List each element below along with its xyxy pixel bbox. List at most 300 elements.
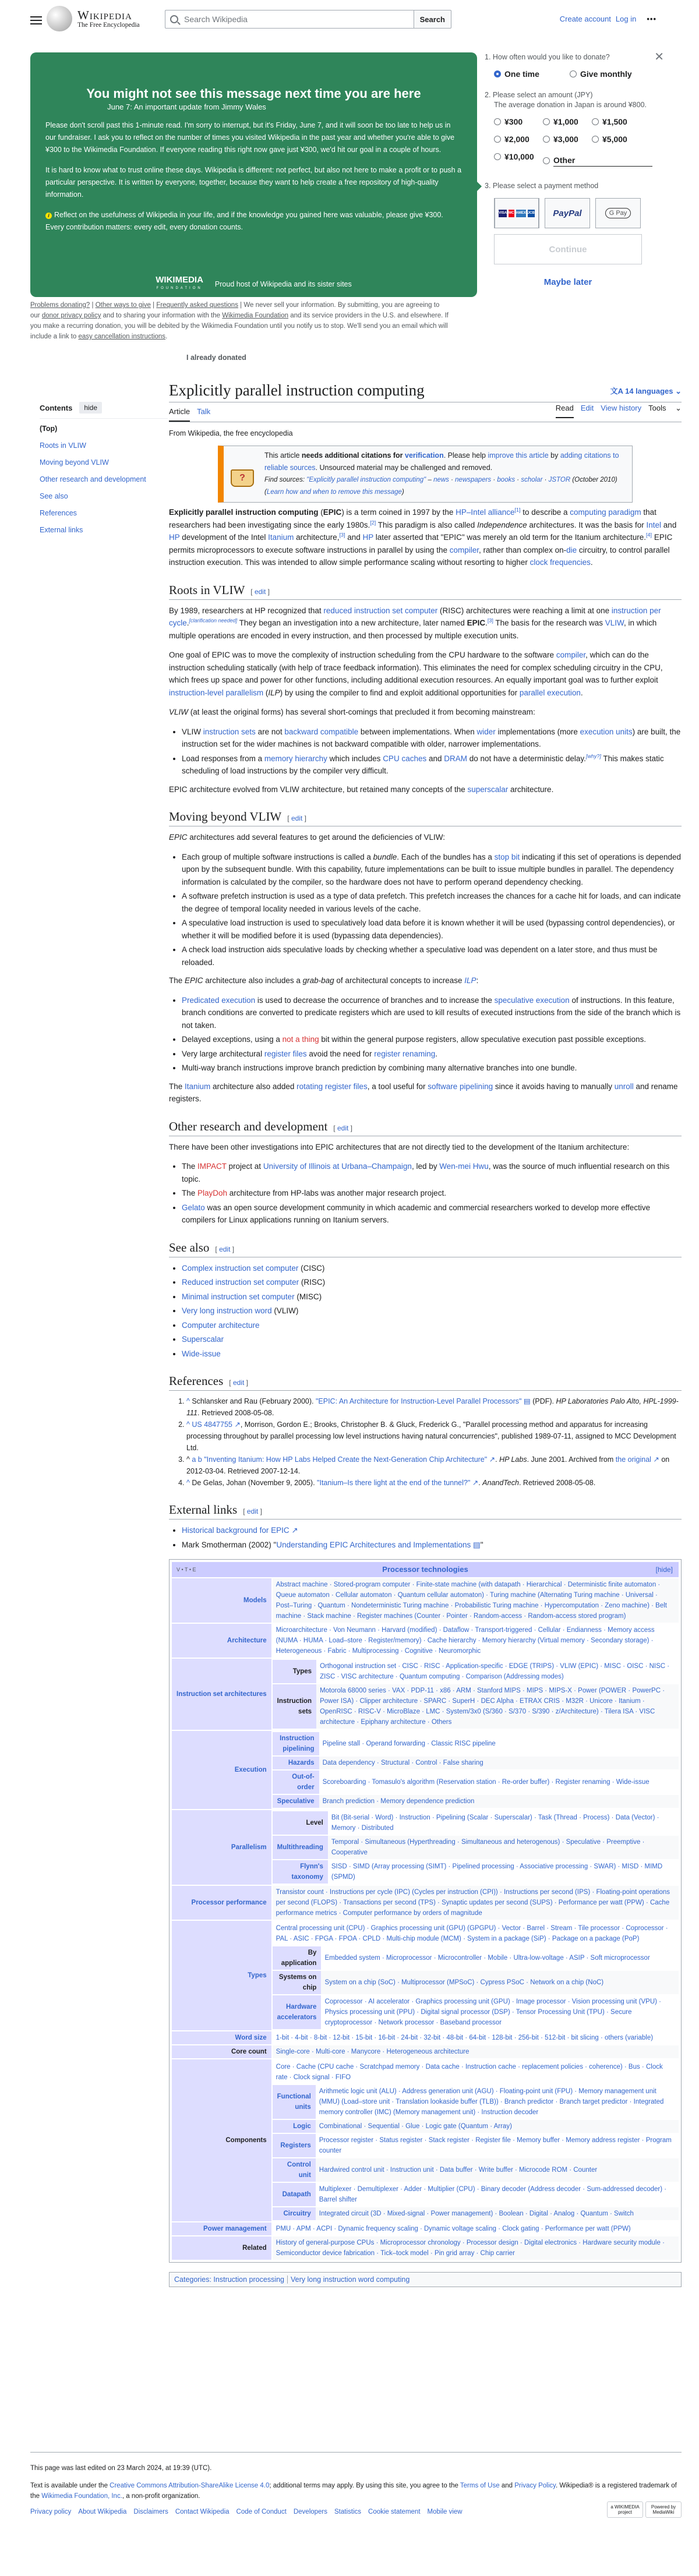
edit-section-link[interactable]: [ edit ] — [229, 1379, 248, 1387]
inline-link[interactable]: compiler — [449, 545, 479, 554]
edit-link[interactable]: edit — [291, 814, 303, 822]
bullet-list — [169, 994, 682, 1075]
inline-link[interactable]: instruction sets — [203, 727, 256, 736]
navbox-list[interactable]: Microarchitecture · Von Neumann · Harvard (modified) · Dataflow · Transport-triggered · Cellular · Endianness · Memory access (NUMA · HUMA · Load–store · Register/memory) · Cache hierarchy · Memory hierarchy (Virtual memory · Secondary storage) · Heterogeneous · Fabric · Multiprocessing · Cognitive · Neuromorphic — [273, 1624, 679, 1658]
navbox-subrow — [273, 1811, 679, 1835]
inline-link[interactable]: instruction per cycle — [169, 606, 661, 627]
navbox-row — [172, 1921, 679, 2030]
vte-links[interactable]: V • T • E — [176, 1567, 196, 1573]
redlink[interactable]: PlayDoh — [197, 1189, 228, 1197]
tab-view-history[interactable]: View history — [601, 404, 642, 412]
navbox-group-label[interactable]: Word size — [172, 2031, 271, 2044]
average-donation-text: The average donation in Japan is around ¥800. — [494, 101, 647, 109]
navbox-list[interactable]: Abstract machine · Stored-program computer · Finite-state machine (with datapath · Hierarchical · Deterministic finite automaton · Queue automaton · Cellular automaton · Quantum cellular automaton) · Turing machine (Alternating Turing machine · Universal · Post–Turing · Quantum · Nondeterministic Turing machine · Probabilistic Turing machine · Hypercomputation · Zeno machine) · Belt machine · Stack machine · Register machines (Counter · Pointer · Random-access · Random-access stored program) — [273, 1578, 679, 1623]
inline-link[interactable]: execution units — [580, 727, 633, 736]
navbox-list[interactable]: Arithmetic logic unit (ALU) · Address generation unit (AGU) · Floating-point unit (FPU) · Memory management unit (MMU) (Load–store unit · Translation lookaside buffer (TLB)) · Branch predictor · Branch target predictor · Integrated memory controller (IMC) (Memory management unit) · Instruction decoder — [316, 2085, 679, 2119]
toc-item[interactable]: See also — [40, 492, 68, 500]
inline-link[interactable]: "Inventing Itanium: How HP Labs Helped Create the Next-Generation Chip Architecture" ↗ — [204, 1455, 496, 1464]
navbox-subgroup-label[interactable]: Datapath — [273, 2183, 316, 2206]
inline-link[interactable]: clock frequencies — [529, 558, 591, 567]
edit-section-link[interactable]: [ edit ] — [243, 1507, 262, 1515]
tab-edit[interactable]: Edit — [580, 404, 594, 412]
navbox-group-label[interactable]: Core count — [172, 2045, 271, 2058]
edit-link[interactable]: edit — [219, 1245, 231, 1253]
frequency-question: 1. How often would you like to donate? — [485, 53, 610, 61]
heading-text: Other research and development — [169, 1119, 328, 1133]
navbox-group-content — [273, 1921, 679, 2030]
navbox-row — [172, 1731, 679, 1809]
citation-ref[interactable]: [3] — [339, 532, 345, 538]
navbox-subgroup-label[interactable]: Instruction pipelining — [273, 1732, 319, 1755]
inline-link[interactable]: Wide-issue — [182, 1349, 221, 1358]
inline-link[interactable]: "EPIC: An Architecture for Instruction-Level Parallel Processors" ▤ — [315, 1397, 531, 1405]
navbox-subgroup-label[interactable]: Level — [273, 1811, 328, 1835]
inline-link[interactable]: verification — [405, 451, 444, 460]
navbox-row — [172, 2059, 679, 2221]
inline-link[interactable]: CPU caches — [383, 754, 427, 763]
tagline: From Wikipedia, the free encyclopedia — [169, 429, 293, 437]
give-monthly-radio[interactable] — [570, 69, 645, 79]
language-selector[interactable]: 文A 14 languages ⌄ — [610, 387, 682, 395]
navbox-list[interactable]: Core · Cache (CPU cache · Scratchpad memory · Data cache · Instruction cache · replacement policies · coherence) · Bus · Clock rate · Clock signal · FIFO — [273, 2061, 679, 2084]
inline-link[interactable]: donor privacy policy — [41, 312, 101, 319]
list-item: • Mark Smotherman (2002) "Understanding EPIC Architectures and Implementations ▤" — [182, 1539, 682, 1552]
inline-link[interactable]: parallel execution — [519, 688, 581, 697]
italic-text: VLIW — [169, 708, 189, 716]
paragraph: EPIC architecture evolved from VLIW architecture, but retained many concepts of the superscalar architecture. — [169, 785, 554, 794]
wikipedia-globe-logo[interactable] — [47, 6, 72, 31]
inline-link[interactable]: Complex instruction set computer — [182, 1263, 299, 1273]
navbox-list[interactable]: Central processing unit (CPU) · Graphics processing unit (GPU) (GPGPU) · Vector · Barrel · Stream · Tile processor · Coprocessor · PAL · ASIC · FPGA · FPOA · CPLD · Multi-chip module (MCM) · System in a package (SiP) · Package on a package (PoP) — [273, 1922, 679, 1945]
article — [169, 381, 682, 2287]
inline-link[interactable]: Problems donating? — [30, 302, 90, 309]
inline-link[interactable]: memory hierarchy — [264, 754, 327, 763]
visa-icon: VISA — [499, 210, 507, 217]
search-input[interactable] — [165, 10, 414, 29]
logo-title: Wikipedia — [77, 8, 132, 22]
navbox-list[interactable]: Multiplexer · Demultiplexer · Adder · Multiplier (CPU) · Binary decoder (Address decoder · Sum-addressed decoder) · Barrel shifter — [316, 2183, 679, 2206]
footer-link[interactable]: Code of Conduct — [236, 2508, 287, 2515]
citation-ref[interactable]: [3] — [487, 617, 493, 624]
navbox-list[interactable]: Hardwired control unit · Instruction unit · Data buffer · Write buffer · Microcode ROM · Counter — [316, 2158, 679, 2182]
redlink[interactable]: not a thing — [282, 1035, 319, 1044]
payment-question: 3. Please select a payment method — [485, 182, 599, 190]
navbox-list[interactable]: Bit (Bit-serial · Word) · Instruction · Pipelining (Scalar · Superscalar) · Task (Thread · Process) · Data (Vector) · Memory · Distributed — [328, 1811, 679, 1835]
logo-subtitle: The Free Encyclopedia — [77, 22, 140, 29]
search-icon — [170, 15, 178, 23]
frequency-options — [494, 69, 670, 79]
toc-item[interactable]: Other research and development — [40, 475, 146, 483]
navbox-header — [172, 1562, 679, 1577]
inline-link[interactable]: Minimal instruction set computer — [182, 1292, 295, 1301]
navbox-list[interactable]: Embedded system · Microprocessor · Microcontroller · Mobile · Ultra-low-voltage · ASIP · Soft microprocessor — [321, 1946, 679, 1970]
see-also-list — [169, 1262, 682, 1361]
list-item: • Reduced instruction set computer (RISC) — [182, 1276, 682, 1289]
inline-link[interactable]: University of Illinois at Urbana–Champaign — [263, 1162, 412, 1171]
navbox-subgroup-label[interactable]: Systems on chip — [273, 1971, 322, 1994]
tab-read[interactable]: Read — [556, 404, 574, 418]
navbox-group-label[interactable]: Execution — [172, 1731, 271, 1809]
navbox-subgroup-label[interactable]: Circuitry — [273, 2207, 316, 2220]
navbox-group-label[interactable]: Related — [172, 2236, 271, 2260]
banner-footer — [30, 276, 477, 292]
wikimedia-foundation-logo — [156, 276, 203, 292]
footer-link[interactable]: Privacy policy — [30, 2508, 72, 2515]
inline-link[interactable]: reduced instruction set computer — [323, 606, 438, 615]
navbox-list[interactable]: Temporal · Simultaneous (Hyperthreading · Simultaneous and heterogenous) · Speculative · Preemptive · Cooperative — [328, 1836, 679, 1859]
navbox-group-label[interactable]: Types — [172, 1921, 271, 2030]
navbox-list[interactable]: Motorola 68000 series · VAX · PDP-11 · x86 · ARM · Stanford MIPS · MIPS · MIPS-X · Power (POWER · PowerPC · Power ISA) · Clipper architecture · SPARC · SuperH · DEC Alpha · ETRAX CRIS · M32R · Unicore · Itanium · OpenRISC · RISC-V · MicroBlaze · LMC · System/3x0 (S/360 · S/370 · S/390 · z/Architecture) · Tilera ISA · VISC architecture · Epiphany architecture · Others — [316, 1684, 679, 1729]
toc-item[interactable]: Roots in VLIW — [40, 441, 86, 450]
banner-pointer — [476, 181, 482, 192]
navbox-list[interactable]: Transistor count · Instructions per cycle (IPC) (Cycles per instruction (CPI)) · Instructions per second (IPS) · Floating-point operations per second (FLOPS) · Transactions per second (TPS) · Synaptic updates per second (SUPS) · Performance per watt (PPW) · Cache performance metrics · Computer performance by orders of magnitude — [273, 1886, 679, 1920]
inline-link[interactable]: HP–Intel alliance — [456, 508, 515, 517]
edit-link[interactable]: edit — [337, 1123, 349, 1132]
bold-text: EPIC — [323, 508, 342, 517]
navbox-hide-toggle[interactable]: [hide] — [655, 1566, 673, 1574]
amount-radio[interactable] — [494, 135, 543, 144]
navbox-subgroup-label[interactable]: Control unit — [273, 2158, 316, 2182]
more-options-icon[interactable]: ••• — [647, 15, 656, 23]
bold-text: needs additional citations for — [301, 451, 405, 460]
toc-item[interactable]: External links — [40, 526, 83, 534]
inline-link[interactable]: Computer architecture — [182, 1320, 260, 1330]
italic-text: ILP — [268, 688, 280, 697]
amount-label: ¥5,000 — [602, 135, 627, 144]
navbox-subgroup-label[interactable]: Functional units — [273, 2085, 316, 2119]
amount-radio[interactable] — [494, 152, 543, 161]
navbox-list[interactable]: Orthogonal instruction set · CISC · RISC · Application-specific · EDGE (TRIPS) · VLIW (EPIC) · MISC · OISC · NISC · ZISC · VISC architecture · Quantum computing · Comparison (Addressing modes) — [316, 1660, 679, 1683]
inline-link[interactable]: ^ — [186, 1420, 190, 1429]
navbox-subgroup-label[interactable]: Instruction sets — [273, 1684, 316, 1729]
inline-link[interactable]: ^ — [186, 1397, 190, 1405]
navbox-list[interactable]: Branch prediction · Memory dependence prediction — [319, 1795, 679, 1808]
inline-link[interactable]: software pipelining — [428, 1082, 493, 1091]
radio-label: Give monthly — [580, 69, 632, 79]
inline-link[interactable]: newspapers — [455, 476, 492, 483]
footer-link[interactable]: Contact Wikipedia — [175, 2508, 230, 2515]
inline-link[interactable]: easy cancellation instructions — [78, 333, 166, 340]
radio-circle — [543, 157, 550, 164]
create-account-link[interactable]: Create account — [559, 15, 611, 23]
inline-link[interactable]: JSTOR — [548, 476, 571, 483]
inline-link[interactable]: backward compatible — [284, 727, 359, 736]
inline-link[interactable]: register files — [264, 1049, 307, 1058]
google-pay-button[interactable] — [595, 198, 641, 228]
amount-label: ¥1,500 — [602, 117, 627, 126]
amount-radio[interactable] — [592, 117, 641, 126]
other-amount-input[interactable]: Other — [553, 156, 652, 167]
navbox-subgroup-label[interactable]: Out-of-order — [273, 1771, 319, 1794]
tab-talk[interactable]: Talk — [197, 407, 211, 416]
italic-text: bundle — [373, 852, 397, 861]
inline-template[interactable]: [why?] — [585, 753, 601, 759]
radio-circle — [494, 118, 501, 125]
section-heading — [169, 1503, 682, 1520]
log-in-link[interactable]: Log in — [615, 15, 637, 23]
navbox-group-label[interactable]: Models — [172, 1578, 271, 1623]
wmf-logo-subtext: FOUNDATION — [156, 287, 203, 290]
navbox-subgroup-label[interactable]: Logic — [273, 2120, 316, 2133]
navbox-subgroup-label[interactable]: Hardware accelerators — [273, 1995, 322, 2029]
inline-link[interactable]: HP — [362, 533, 374, 542]
inline-link[interactable]: Itanium — [185, 1082, 211, 1091]
continue-button[interactable]: Continue — [494, 234, 642, 264]
inline-link[interactable]: compiler — [556, 651, 586, 659]
close-icon[interactable]: ✕ — [654, 51, 664, 63]
book-question-icon: ? — [231, 469, 254, 487]
navbox-list[interactable]: Combinational · Sequential · Glue · Logic gate (Quantum · Array) — [316, 2120, 679, 2133]
toc-item[interactable]: Moving beyond VLIW — [40, 458, 109, 467]
section-heading — [169, 1119, 682, 1136]
navbox-subgroup-label[interactable]: Flynn's taxonomy — [273, 1860, 328, 1884]
inline-link[interactable]: Very long instruction word — [182, 1306, 272, 1315]
amount-radio[interactable] — [592, 135, 641, 144]
inline-link[interactable]: Wikimedia Foundation, Inc. — [41, 2493, 122, 2500]
banner-text: Reflect on the usefulness of Wikipedia in your life, and if the knowledge you gained here was valuable, please give ¥300. Every contribution matters: every edit, every donation counts. — [45, 211, 443, 231]
italic-text: grab-bag — [302, 976, 334, 985]
paragraph: VLIW (at least the original forms) has several short-comings that precluded it from becoming mainstream: — [169, 708, 535, 716]
italic-text: Find sources: — [264, 476, 307, 483]
inline-link[interactable]: ^ — [186, 1479, 190, 1487]
inline-link[interactable]: improve this article — [488, 451, 549, 460]
translate-icon: 文A — [610, 387, 626, 395]
navbox-subgroup-label[interactable]: Registers — [273, 2134, 316, 2157]
amount-radio[interactable] — [543, 135, 592, 144]
navbox-subrow — [273, 1836, 679, 1859]
paypal-logo: PayPal — [553, 208, 582, 218]
navbox-group-label[interactable]: Components — [172, 2059, 271, 2221]
page-tabs — [169, 402, 682, 422]
citation-ref[interactable]: [4] — [646, 532, 652, 538]
footer-link[interactable]: Statistics — [334, 2508, 362, 2515]
inline-link[interactable]: the original ↗ — [615, 1455, 659, 1464]
section-heading — [169, 810, 682, 826]
lead-paragraph: Explicitly parallel instruction computing (EPIC) is a term coined in 1997 by the HP–Intel alliance[1] to describe a computing paradigm that researchers had been investigating since the early 1980s.[2] This paradigm is also called Independence architectures. It was the basis for Intel and HP development of the Intel Itanium architecture,[3] and HP later asserted that "EPIC" was merely an old term for the Itanium architecture.[4] EPIC permits microprocessors to execute software instructions in parallel by using the compiler, rather than complex on-die circuitry, to control parallel instruction execution. This was intended to allow simple performance scaling without resorting to higher clock frequencies. — [169, 507, 677, 567]
bullet-list — [169, 851, 682, 969]
inline-link[interactable]: Wikimedia Foundation — [222, 312, 289, 319]
edit-link[interactable]: edit — [246, 1507, 259, 1515]
navbox-subrow — [273, 1732, 679, 1755]
inline-link[interactable]: Predicated execution — [182, 995, 256, 1005]
inline-link[interactable]: speculative execution — [494, 995, 570, 1005]
amount-question-text: 2. Please select an amount (JPY) — [485, 91, 593, 99]
navbox-subrow — [273, 1660, 679, 1683]
list-item: • Very large architectural register files avoid the need for register renaming. — [182, 1048, 682, 1061]
navbox-row — [172, 1624, 679, 1658]
paragraph: There have been other investigations into EPIC architectures that are not directly tied to the development of the Itanium architecture: — [169, 1142, 630, 1151]
navbox-subgroup-label[interactable]: Multithreading — [273, 1836, 328, 1859]
main-menu-icon[interactable] — [30, 16, 42, 24]
list-item: • A check load instruction aids speculative loads by checking whether a speculative load was dependent on a later store, and thus must be reloaded. — [182, 944, 682, 969]
search-button[interactable]: Search — [414, 10, 451, 29]
edit-section-link[interactable]: [ edit ] — [215, 1245, 235, 1253]
category-link[interactable]: Instruction processing — [213, 2275, 285, 2284]
tab-article[interactable]: Article — [169, 407, 190, 422]
categories-label[interactable]: Categories: — [174, 2275, 211, 2284]
banner-subtitle: June 7: An important update from Jimmy Wales — [107, 103, 266, 111]
wordmark[interactable] — [77, 8, 140, 29]
navbox-list[interactable]: History of general-purpose CPUs · Microprocessor chronology · Processor design · Digital electronics · Hardware security module · Semiconductor device fabrication · Tick–tock model · Pin grid array · Chip carrier — [273, 2236, 679, 2260]
list-item: • A speculative load instruction is used to speculatively load data before it is known whether it will be used (bypassing control dependencies), or whether it will be modified before it is used (bypassing data dependencies). — [182, 917, 682, 942]
toc-item[interactable]: References — [40, 509, 77, 517]
already-donated-link[interactable]: I already donated — [186, 354, 246, 362]
inline-link[interactable]: Privacy Policy — [514, 2482, 556, 2489]
italic-text: Independence — [477, 520, 527, 529]
radio-circle — [494, 136, 501, 143]
inline-link[interactable]: Gelato — [182, 1203, 205, 1212]
footer-link[interactable]: About Wikipedia — [78, 2508, 127, 2515]
navbox-row — [172, 1886, 679, 1920]
navbox-list[interactable]: Data dependency · Structural · Control · False sharing — [319, 1757, 679, 1769]
footer-links — [30, 2508, 682, 2515]
card-payment-button[interactable] — [494, 198, 539, 228]
redlink[interactable]: IMPACT — [197, 1162, 227, 1171]
inline-link[interactable]: stop bit — [494, 852, 520, 861]
powered-by-mediawiki-badge[interactable]: Powered by MediaWiki — [645, 2501, 682, 2518]
find-sources: Find sources: "Explicitly parallel instruction computing" – news · newspapers · books · scholar · JSTOR (October 2010) (Learn how and when to remove this message) — [264, 476, 617, 496]
inline-link[interactable]: Historical background for EPIC ↗ — [182, 1526, 298, 1535]
heading-text: References — [169, 1374, 224, 1388]
edit-link[interactable]: edit — [254, 587, 266, 596]
tools-menu[interactable]: Tools ⌄ — [648, 404, 682, 422]
inline-link[interactable]: computing paradigm — [570, 508, 641, 517]
inline-link[interactable]: "Explicitly parallel instruction computing" — [306, 476, 426, 483]
navbox-list[interactable]: Coprocessor · AI accelerator · Graphics processing unit (GPU) · Image processor · Vision processing unit (VPU) · Physics processing unit (PPU) · Digital signal processor (DSP) · Tensor Processing Unit (TPU) · Secure cryptoprocessor · Network processor · Baseband processor — [321, 1995, 679, 2029]
navbox-subrow — [273, 1795, 679, 1808]
table-of-contents — [40, 402, 168, 543]
navbox-list[interactable]: Integrated circuit (3D · Mixed-signal · Power management) · Boolean · Digital · Analog · Quantum · Switch — [316, 2207, 679, 2220]
footer-link[interactable]: Cookie statement — [368, 2508, 421, 2515]
inline-link[interactable]: HP — [169, 533, 180, 542]
info-icon: i — [45, 213, 52, 219]
category-link[interactable]: Very long instruction word computing — [291, 2275, 410, 2284]
inline-link[interactable]: Superscalar — [182, 1335, 224, 1344]
citation-ref[interactable]: [1] — [514, 507, 521, 513]
list-item: • Very long instruction word (VLIW) — [182, 1305, 682, 1317]
inline-link[interactable]: register renaming — [374, 1049, 436, 1058]
inline-link[interactable]: die — [566, 545, 577, 554]
inline-link[interactable]: Itanium — [268, 533, 294, 542]
inline-link[interactable]: wider — [476, 727, 496, 736]
inline-link[interactable]: Learn how and when to remove this message — [266, 489, 402, 496]
navbox-list[interactable]: Single-core · Multi-core · Manycore · Heterogeneous architecture — [273, 2045, 679, 2058]
navbox-subgroup-label[interactable]: Types — [273, 1660, 316, 1683]
one-time-radio[interactable] — [494, 69, 570, 79]
edit-section-link[interactable]: [ edit ] — [250, 587, 270, 596]
inline-link[interactable]: Reduced instruction set computer — [182, 1278, 299, 1287]
navbox-list[interactable]: System on a chip (SoC) · Multiprocessor (MPSoC) · Cypress PSoC · Network on a chip (NoC) — [321, 1971, 679, 1994]
footer-link[interactable]: Mobile view — [427, 2508, 463, 2515]
inline-link[interactable]: news — [433, 476, 449, 483]
footer-link[interactable]: Developers — [293, 2508, 328, 2515]
inline-link[interactable]: ILP — [464, 976, 476, 985]
list-item — [182, 1348, 682, 1361]
inline-link[interactable]: a b — [192, 1455, 202, 1464]
inline-link[interactable]: adding citations to reliable sources — [264, 451, 619, 472]
navbox-group-content — [273, 2059, 679, 2221]
radio-circle — [543, 136, 550, 143]
navbox-list[interactable]: Pipeline stall · Operand forwarding · Classic RISC pipeline — [319, 1732, 679, 1755]
toc-hide-button[interactable]: hide — [79, 402, 102, 414]
navbox-list[interactable]: SISD · SIMD (Array processing (SIMT) · Pipelined processing · Associative processing · SWAR) · MISD · MIMD (SPMD) — [328, 1860, 679, 1884]
toc-item[interactable]: (Top) — [40, 425, 58, 433]
radio-label: One time — [504, 69, 539, 79]
list-item: • Predicated execution is used to decrease the occurrence of branches and to increase the speculative execution of instructions. In this feature, branch conditions are converted to predicate registers which are used to kill results of executed instructions from the side of the branch which is not taken. — [182, 994, 682, 1032]
inline-link[interactable]: unroll — [614, 1082, 634, 1091]
amount-label: ¥1,000 — [553, 117, 578, 126]
navbox-title[interactable]: Processor technologies — [382, 1565, 468, 1574]
navbox-subgroup-label[interactable]: By application — [273, 1946, 322, 1970]
inline-link[interactable]: scholar — [521, 476, 543, 483]
other-amount-radio[interactable] — [543, 152, 659, 169]
navbox-group-label[interactable]: Parallelism — [172, 1810, 271, 1885]
header — [0, 0, 699, 38]
inline-link[interactable]: "Itanium–Is there light at the end of the tunnel?" ↗ — [317, 1479, 479, 1487]
inline-link[interactable]: instruction-level parallelism — [169, 688, 264, 697]
inline-link[interactable]: Wen-mei Hwu — [439, 1162, 489, 1171]
search-placeholder: Search Wikipedia — [184, 15, 248, 24]
citation-ref[interactable]: [2] — [370, 520, 376, 525]
navbox-subgroup-label[interactable]: Hazards — [273, 1757, 319, 1769]
inline-link[interactable]: books — [497, 476, 516, 483]
navbox-group-label[interactable]: Processor performance — [172, 1886, 271, 1920]
navbox-subgroup-label[interactable]: Speculative — [273, 1795, 319, 1808]
inline-link[interactable]: Other ways to give — [95, 302, 151, 309]
list-item: • The IMPACT project at University of Illinois at Urbana–Champaign, led by Wen-mei Hwu, was the source of much influential research on this topic. — [182, 1160, 682, 1185]
navbox-list[interactable]: Scoreboarding · Tomasulo's algorithm (Reservation station · Re-order buffer) · Register renaming · Wide-issue — [319, 1771, 679, 1794]
inline-link[interactable]: Understanding EPIC Architectures and Implementations ▤ — [276, 1540, 481, 1549]
inline-template[interactable]: [clarification needed] — [189, 617, 238, 624]
wmf-logo-text: WIKIMEDIA — [156, 275, 203, 285]
google-pay-logo: G Pay — [605, 208, 631, 218]
inline-link[interactable]: Creative Commons Attribution-ShareAlike License 4.0 — [110, 2482, 270, 2489]
banner-host-text: Proud host of Wikipedia and its sister sites — [214, 280, 352, 288]
maybe-later-button[interactable]: Maybe later — [543, 277, 592, 287]
inline-link[interactable]: Frequently asked questions — [156, 302, 238, 309]
navbox-list[interactable]: 1-bit · 4-bit · 8-bit · 12-bit · 15-bit · 16-bit · 24-bit · 32-bit · 48-bit · 64-bit · 128-bit · 256-bit · 512-bit · bit slicing · others (variable) — [273, 2031, 679, 2044]
list-item: 3. ^ a b "Inventing Itanium: How HP Labs Helped Create the Next-Generation Chip Architecture" ↗. HP Labs. June 2001. Archived from the original ↗ on 2012-03-04. Retrieved 2007-12-14. — [186, 1454, 682, 1477]
inline-link[interactable]: superscalar — [467, 785, 509, 794]
inline-link[interactable]: Terms of Use — [460, 2482, 500, 2489]
navbox-row — [172, 2045, 679, 2058]
amount-radio[interactable] — [494, 117, 543, 126]
navbox-group-label[interactable]: Instruction set architectures — [172, 1659, 271, 1730]
navbox-group-label[interactable]: Architecture — [172, 1624, 271, 1658]
navbox-subrow — [273, 1971, 679, 1994]
edit-section-link[interactable]: [ edit ] — [333, 1123, 352, 1132]
navbox-list[interactable]: Processor register · Status register · Stack register · Register file · Memory buffer · Memory address register · Program counter — [316, 2134, 679, 2157]
amount-radio[interactable] — [543, 117, 592, 126]
inline-link[interactable]: VLIW — [605, 619, 624, 627]
inline-link[interactable]: DRAM — [444, 754, 467, 763]
list-item: • The PlayDoh architecture from HP-labs was another major research project. — [182, 1187, 682, 1200]
inline-link[interactable]: Intel — [646, 520, 662, 529]
paypal-button[interactable] — [545, 198, 590, 228]
inline-link[interactable]: rotating register files — [296, 1082, 368, 1091]
edit-section-link[interactable]: [ edit ] — [287, 814, 306, 822]
footer-link[interactable]: Disclaimers — [133, 2508, 168, 2515]
edit-link[interactable]: edit — [232, 1379, 245, 1387]
navbox-group-label[interactable]: Power management — [172, 2222, 271, 2235]
inline-link[interactable]: US 4847755 ↗ — [192, 1420, 241, 1429]
amex-icon: AMEX — [516, 210, 526, 217]
navbox-subrow — [273, 1757, 679, 1769]
amount-question — [485, 90, 670, 110]
wikimedia-project-badge[interactable]: a WIKIMEDIA project — [607, 2501, 643, 2518]
list-item: • Complex instruction set computer (CISC) — [182, 1262, 682, 1275]
navbox-list[interactable]: PMU · APM · ACPI · Dynamic frequency scaling · Dynamic voltage scaling · Clock gating · Performance per watt (PPW) — [273, 2222, 679, 2235]
